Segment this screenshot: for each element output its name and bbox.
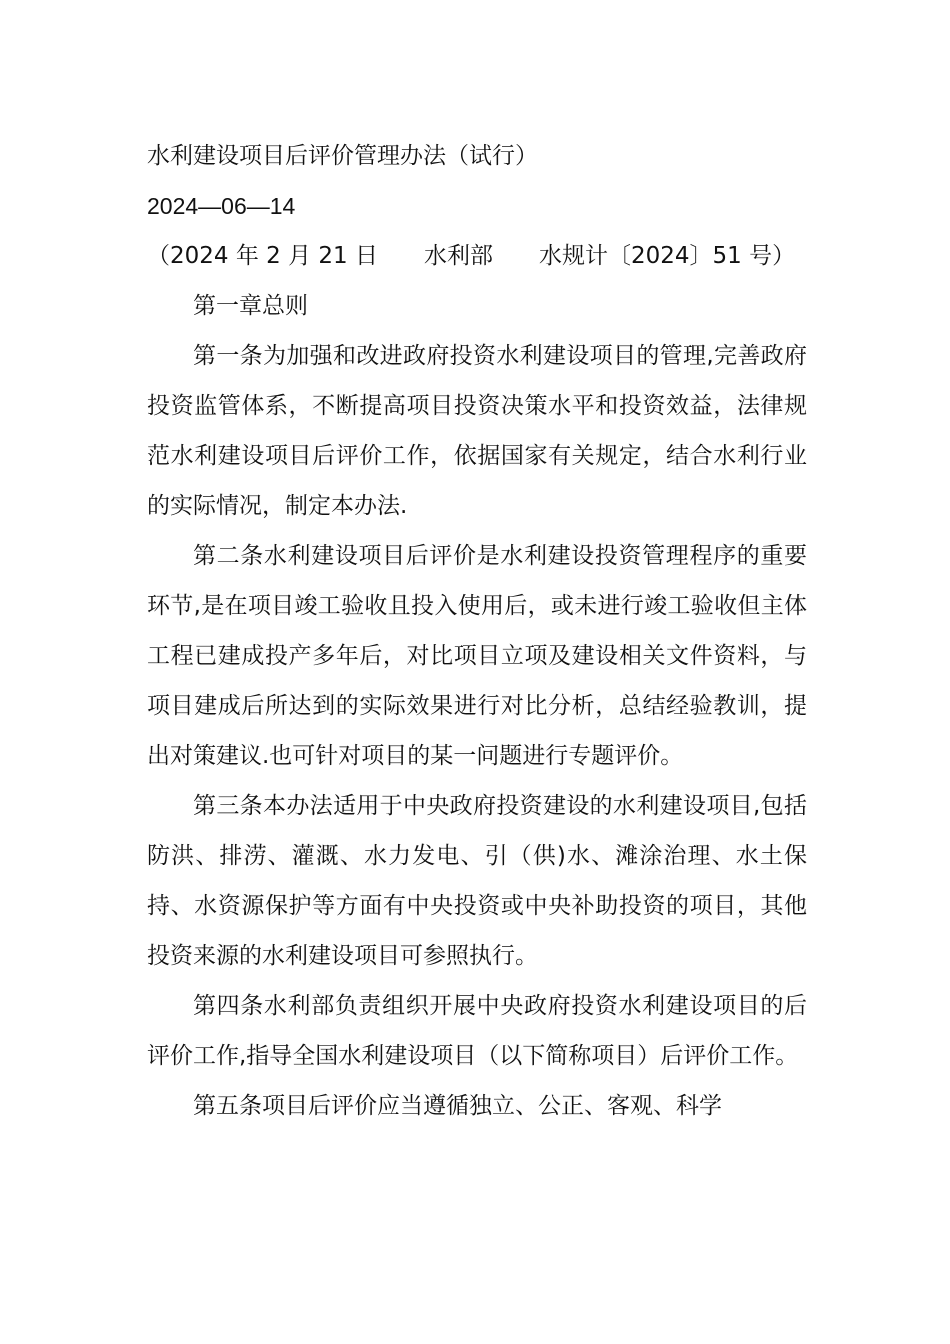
chapter-heading: 第一章总则 (193, 293, 308, 319)
article-3: 第三条本办法适用于中央政府投资建设的水利建设项目,包括防洪、排涝、灌溉、水力发电、引（供)水、滩涂治理、水土保持、水资源保护等方面有中央投资或中央补助投资的项目，其他投资来源的水利建设项目可参照执行。 (147, 793, 807, 969)
document-date: 2024—06—14 (147, 193, 296, 219)
issuance-info: （2024 年 2 月 21 日 水利部 水规计〔2024〕51 号） (147, 243, 796, 269)
document-title: 水利建设项目后评价管理办法（试行） (147, 143, 538, 169)
article-2: 第二条水利建设项目后评价是水利建设投资管理程序的重要环节,是在项目竣工验收且投入使用后，或未进行竣工验收但主体工程已建成投产多年后，对比项目立项及建设相关文件资料，与项目建成后所达到的实际效果进行对比分析，总结经验教训，提出对策建议.也可针对项目的某一问题进行专题评价。 (147, 543, 807, 769)
article-1: 第一条为加强和改进政府投资水利建设项目的管理,完善政府投资监管体系，不断提高项目投资决策水平和投资效益，法律规范水利建设项目后评价工作，依据国家有关规定，结合水利行业的实际情况，制定本办法. (147, 343, 807, 519)
article-5: 第五条项目后评价应当遵循独立、公正、客观、科学 (193, 1093, 722, 1119)
document-body (147, 131, 807, 1131)
article-4: 第四条水利部负责组织开展中央政府投资水利建设项目的后评价工作,指导全国水利建设项目（以下简称项目）后评价工作。 (147, 993, 807, 1069)
